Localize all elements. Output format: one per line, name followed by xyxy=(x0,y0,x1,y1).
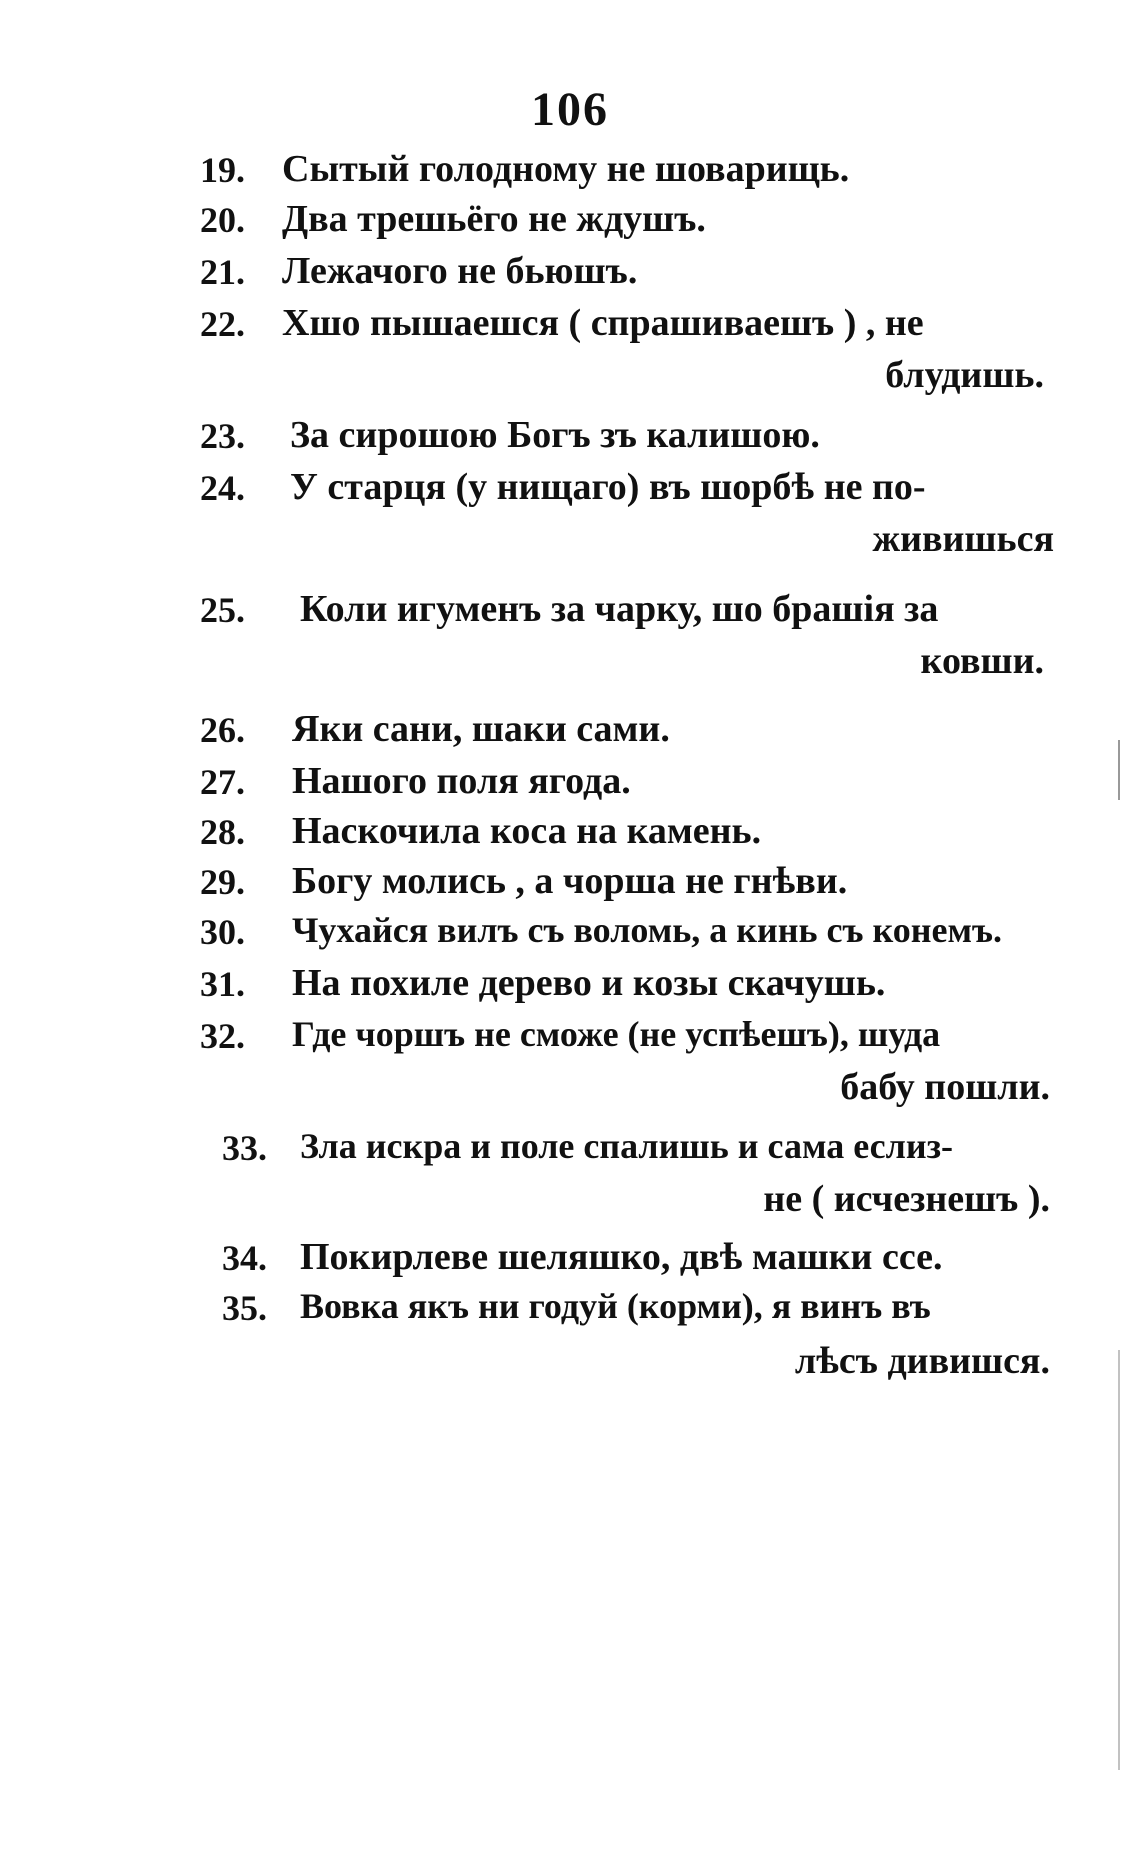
proverb-text: Лежачого не бьюшъ. xyxy=(282,250,638,292)
proverb-continuation: блудишь. xyxy=(885,354,1044,396)
margin-scan-line xyxy=(1118,1350,1120,1770)
proverb-text: Зла искра и поле спалишь и сама еслиз- xyxy=(300,1126,954,1166)
proverb-number: 26. xyxy=(200,710,245,750)
proverb-number: 21. xyxy=(200,252,245,292)
proverb-text: Сытый голодному не шоварищь. xyxy=(282,148,850,190)
proverb-text: Покирлеве шеляшко, двѣ машки ссе. xyxy=(300,1236,943,1278)
proverb-number: 34. xyxy=(222,1238,267,1278)
proverb-continuation: лѣсъ дивишся. xyxy=(794,1340,1050,1382)
proverb-number: 25. xyxy=(200,590,245,630)
proverb-number: 30. xyxy=(200,912,245,952)
margin-scan-line xyxy=(1118,740,1120,800)
proverb-continuation: ковши. xyxy=(920,640,1044,682)
page-number: 106 xyxy=(531,83,609,136)
proverb-text: Богу молись , а чорша не гнѣви. xyxy=(292,860,848,902)
proverb-text: Яки сани, шаки сами. xyxy=(292,708,670,750)
proverb-text: У старця (у нищаго) въ шорбѣ не по- xyxy=(290,466,926,508)
proverb-number: 20. xyxy=(200,200,245,240)
proverb-number: 19. xyxy=(200,150,245,190)
proverb-text: За сирошою Богъ зъ калишою. xyxy=(290,414,820,456)
proverb-text: Где чоршъ не сможе (не успѣешъ), шуда xyxy=(292,1014,941,1054)
proverb-number: 24. xyxy=(200,468,245,508)
proverb-number: 32. xyxy=(200,1016,245,1056)
proverb-continuation: бабу пошли. xyxy=(840,1066,1050,1108)
proverb-number: 23. xyxy=(200,416,245,456)
proverb-continuation: живишься xyxy=(872,518,1054,560)
proverb-text: Вовка якъ ни годуй (корми), я винъ въ xyxy=(300,1286,931,1326)
proverb-number: 33. xyxy=(222,1128,267,1168)
proverb-number: 28. xyxy=(200,812,245,852)
proverb-text: На похиле дерево и козы скачушь. xyxy=(292,962,886,1004)
proverb-text: Нашого поля ягода. xyxy=(292,760,631,802)
proverb-number: 29. xyxy=(200,862,245,902)
proverb-text: Хшо пышаешся ( спрашиваешъ ) , не xyxy=(282,302,924,344)
proverb-text: Наскочила коса на камень. xyxy=(292,810,762,852)
proverb-number: 22. xyxy=(200,304,245,344)
proverb-text: Коли игуменъ за чарку, шо брашія за xyxy=(300,588,939,630)
proverb-number: 31. xyxy=(200,964,245,1004)
proverb-text: Два трешьёго не ждушъ. xyxy=(282,198,706,240)
proverb-number: 27. xyxy=(200,762,245,802)
proverb-number: 35. xyxy=(222,1288,267,1328)
proverb-continuation: не ( исчезнешъ ). xyxy=(763,1178,1050,1220)
proverb-text: Чухайся вилъ съ воломь, а кинь съ конемъ. xyxy=(292,910,1002,950)
